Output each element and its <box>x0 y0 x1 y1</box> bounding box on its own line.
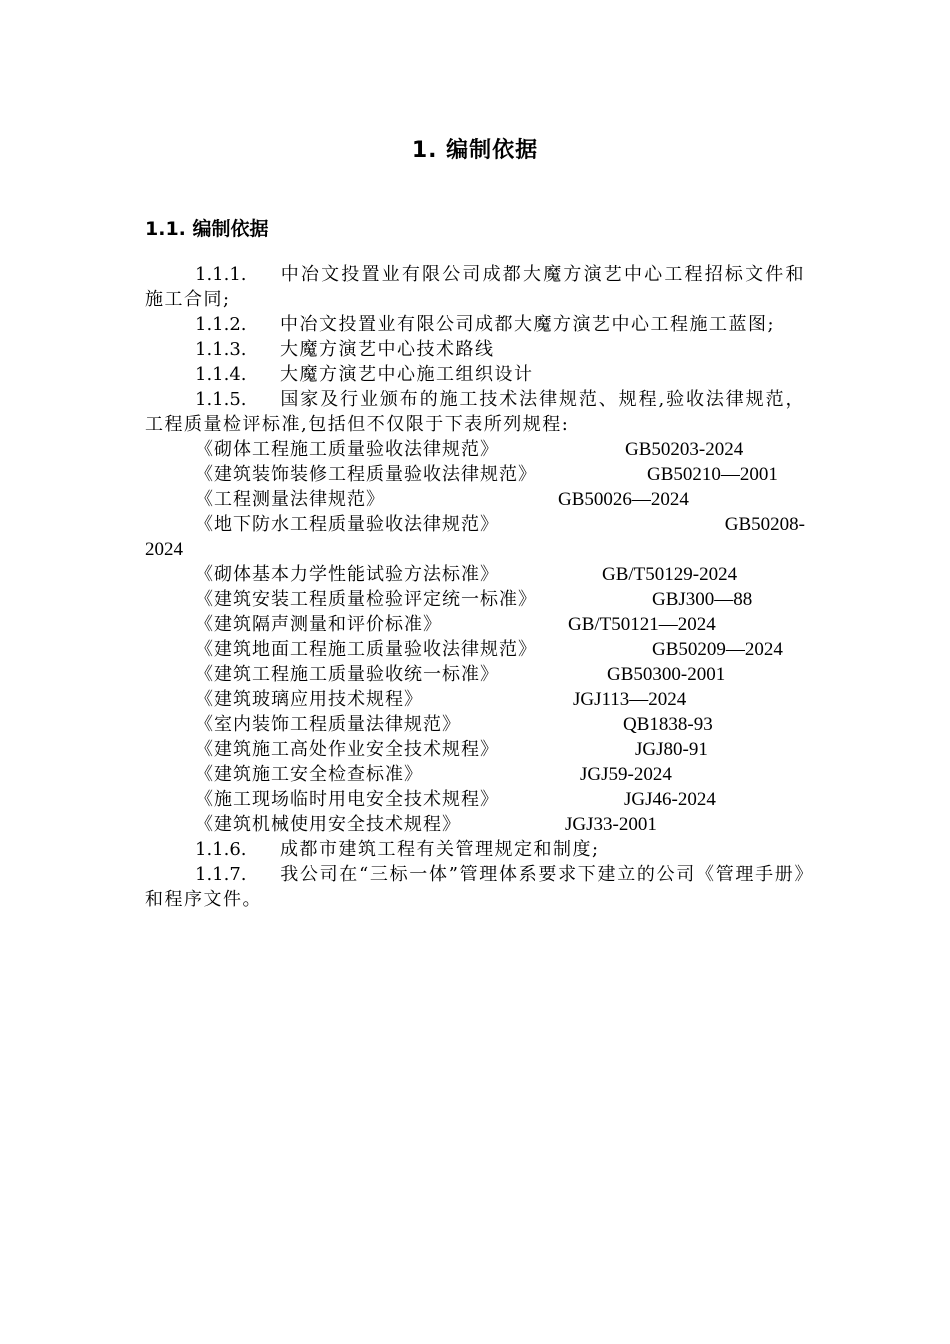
standard-code-continued: 2024 <box>145 539 183 560</box>
standard-code: GBJ300—88 <box>652 589 753 610</box>
standard-item <box>145 512 805 562</box>
clause-1-1-7 <box>145 862 805 912</box>
standards-list <box>145 437 805 837</box>
standard-name: 《砌体基本力学性能试验方法标准》 <box>195 564 499 585</box>
standard-name: 《施工现场临时用电安全技术规程》 <box>195 789 499 810</box>
standard-name: 《建筑隔声测量和评价标准》 <box>195 614 442 635</box>
standard-code: JGJ46-2024 <box>624 789 716 810</box>
standard-name: 《建筑施工高处作业安全技术规程》 <box>195 739 499 760</box>
clause-number: 1.1.1. <box>195 264 247 285</box>
clause-1-1-1 <box>145 262 805 312</box>
standard-item <box>145 762 805 787</box>
clause-number: 1.1.4. <box>195 364 247 385</box>
clause-1-1-2 <box>145 312 805 337</box>
standard-code: GB50208- <box>724 514 805 535</box>
standard-code: QB1838-93 <box>623 714 713 735</box>
standard-name: 《工程测量法律规范》 <box>195 489 385 510</box>
standard-name: 《建筑玻璃应用技术规程》 <box>195 689 423 710</box>
standard-name: 《地下防水工程质量验收法律规范》 <box>195 514 499 535</box>
clause-text: 我公司在“三标一体”管理体系要求下建立的公司《管理手册》和程序文件。 <box>145 864 805 910</box>
standard-code: GB50026—2024 <box>558 489 689 510</box>
standard-name: 《砌体工程施工质量验收法律规范》 <box>195 439 499 460</box>
standard-item <box>145 712 805 737</box>
clause-number: 1.1.3. <box>195 339 247 360</box>
clause-text: 大魔方演艺中心技术路线 <box>280 339 495 360</box>
chapter-heading: 1. 编制依据 <box>411 138 539 163</box>
standard-item <box>145 662 805 687</box>
standard-code: JGJ113—2024 <box>573 689 687 710</box>
standard-item <box>145 437 805 462</box>
clause-text: 成都市建筑工程有关管理规定和制度; <box>280 839 600 860</box>
standard-name: 《室内装饰工程质量法律规范》 <box>195 714 461 735</box>
standard-code: GB/T50129-2024 <box>602 564 738 585</box>
standard-code: GB50209—2024 <box>652 639 783 660</box>
clause-number: 1.1.2. <box>195 314 247 335</box>
standard-code: GB50300-2001 <box>607 664 726 685</box>
standard-item <box>145 812 805 837</box>
clause-1-1-4 <box>145 362 805 387</box>
standard-name: 《建筑机械使用安全技术规程》 <box>195 814 461 835</box>
standard-item <box>145 587 805 612</box>
clause-number: 1.1.6. <box>195 839 247 860</box>
clause-1-1-5 <box>145 387 805 437</box>
standard-code: JGJ80-91 <box>635 739 708 760</box>
clause-text: 中冶文投置业有限公司成都大魔方演艺中心工程招标文件和施工合同; <box>145 264 805 310</box>
standard-item <box>145 737 805 762</box>
standard-item <box>145 787 805 812</box>
standard-item <box>145 687 805 712</box>
section-heading: 1.1. 编制依据 <box>145 218 269 240</box>
standard-name: 《建筑装饰装修工程质量验收法律规范》 <box>195 464 537 485</box>
standard-code: GB50203-2024 <box>625 439 744 460</box>
standard-code: GB50210—2001 <box>647 464 778 485</box>
standard-name: 《建筑安装工程质量检验评定统一标准》 <box>195 589 537 610</box>
standard-item <box>145 612 805 637</box>
document-body <box>145 262 805 912</box>
clause-text: 中冶文投置业有限公司成都大魔方演艺中心工程施工蓝图; <box>280 314 776 335</box>
clause-number: 1.1.7. <box>195 864 247 885</box>
clause-text: 国家及行业颁布的施工技术法律规范、规程,验收法律规范，工程质量检评标准,包括但不仅限于下表所列规程: <box>145 389 805 435</box>
clause-number: 1.1.5. <box>195 389 247 410</box>
standard-item <box>145 637 805 662</box>
clause-text: 大魔方演艺中心施工组织设计 <box>280 364 534 385</box>
standard-name: 《建筑施工安全检查标准》 <box>195 764 423 785</box>
standard-item <box>145 562 805 587</box>
standard-code: JGJ33-2001 <box>565 814 657 835</box>
standard-name: 《建筑工程施工质量验收统一标准》 <box>195 664 499 685</box>
standard-item <box>145 462 805 487</box>
standard-item <box>145 487 805 512</box>
standard-name: 《建筑地面工程施工质量验收法律规范》 <box>195 639 537 660</box>
clause-1-1-3 <box>145 337 805 362</box>
clause-1-1-6 <box>145 837 805 862</box>
standard-code: JGJ59-2024 <box>580 764 672 785</box>
standard-code: GB/T50121—2024 <box>568 614 716 635</box>
